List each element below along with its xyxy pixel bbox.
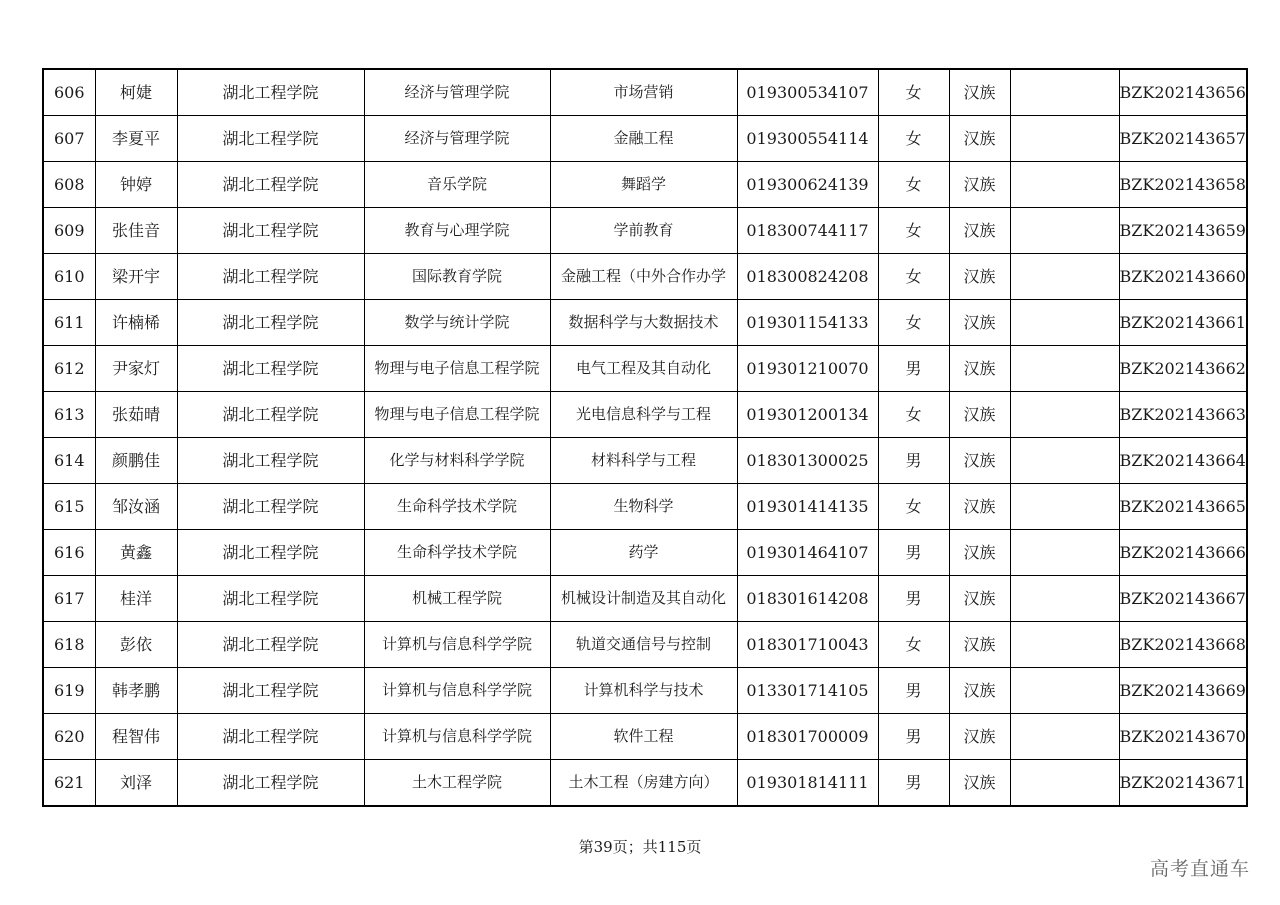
major-cell: 软件工程 <box>550 714 737 760</box>
seq-cell: 614 <box>43 438 95 484</box>
school-cell: 国际教育学院 <box>364 254 550 300</box>
table-row <box>43 622 1247 668</box>
seq-cell: 608 <box>43 162 95 208</box>
university-cell: 湖北工程学院 <box>177 760 364 807</box>
note-cell <box>1010 760 1119 807</box>
seq-cell: 609 <box>43 208 95 254</box>
table-row <box>43 576 1247 622</box>
ethnicity-cell: 汉族 <box>949 254 1010 300</box>
ethnicity-cell: 汉族 <box>949 162 1010 208</box>
name-cell: 黄鑫 <box>95 530 177 576</box>
seq-cell: 611 <box>43 300 95 346</box>
code-cell: BZK202143659 <box>1119 208 1247 254</box>
note-cell <box>1010 116 1119 162</box>
table-row <box>43 714 1247 760</box>
major-cell: 舞蹈学 <box>550 162 737 208</box>
school-cell: 经济与管理学院 <box>364 69 550 116</box>
code-cell: BZK202143665 <box>1119 484 1247 530</box>
student-id-cell: 019301814111 <box>737 760 878 807</box>
note-cell <box>1010 484 1119 530</box>
ethnicity-cell: 汉族 <box>949 668 1010 714</box>
gender-cell: 女 <box>878 392 949 438</box>
student-id-cell: 013301714105 <box>737 668 878 714</box>
school-cell: 教育与心理学院 <box>364 208 550 254</box>
gender-cell: 男 <box>878 576 949 622</box>
code-cell: BZK202143656 <box>1119 69 1247 116</box>
name-cell: 许楠桸 <box>95 300 177 346</box>
ethnicity-cell: 汉族 <box>949 576 1010 622</box>
university-cell: 湖北工程学院 <box>177 300 364 346</box>
seq-cell: 607 <box>43 116 95 162</box>
seq-cell: 617 <box>43 576 95 622</box>
major-cell: 药学 <box>550 530 737 576</box>
code-cell: BZK202143668 <box>1119 622 1247 668</box>
school-cell: 经济与管理学院 <box>364 116 550 162</box>
major-cell: 金融工程 <box>550 116 737 162</box>
note-cell <box>1010 300 1119 346</box>
school-cell: 土木工程学院 <box>364 760 550 807</box>
university-cell: 湖北工程学院 <box>177 392 364 438</box>
school-cell: 化学与材料科学学院 <box>364 438 550 484</box>
table-row <box>43 254 1247 300</box>
school-cell: 计算机与信息科学学院 <box>364 714 550 760</box>
university-cell: 湖北工程学院 <box>177 438 364 484</box>
name-cell: 李夏平 <box>95 116 177 162</box>
note-cell <box>1010 162 1119 208</box>
ethnicity-cell: 汉族 <box>949 300 1010 346</box>
page-indicator: 第39页；共115页 <box>578 838 702 856</box>
major-cell: 轨道交通信号与控制 <box>550 622 737 668</box>
seq-cell: 616 <box>43 530 95 576</box>
name-cell: 张佳音 <box>95 208 177 254</box>
code-cell: BZK202143664 <box>1119 438 1247 484</box>
seq-cell: 615 <box>43 484 95 530</box>
name-cell: 尹家灯 <box>95 346 177 392</box>
university-cell: 湖北工程学院 <box>177 254 364 300</box>
note-cell <box>1010 668 1119 714</box>
ethnicity-cell: 汉族 <box>949 392 1010 438</box>
gender-cell: 女 <box>878 484 949 530</box>
table-row <box>43 116 1247 162</box>
name-cell: 梁开宇 <box>95 254 177 300</box>
code-cell: BZK202143670 <box>1119 714 1247 760</box>
code-cell: BZK202143660 <box>1119 254 1247 300</box>
seq-cell: 620 <box>43 714 95 760</box>
seq-cell: 621 <box>43 760 95 807</box>
student-id-cell: 018301300025 <box>737 438 878 484</box>
major-cell: 学前教育 <box>550 208 737 254</box>
code-cell: BZK202143663 <box>1119 392 1247 438</box>
table-row <box>43 668 1247 714</box>
name-cell: 刘泽 <box>95 760 177 807</box>
university-cell: 湖北工程学院 <box>177 576 364 622</box>
school-cell: 物理与电子信息工程学院 <box>364 392 550 438</box>
student-id-cell: 019300554114 <box>737 116 878 162</box>
gender-cell: 女 <box>878 208 949 254</box>
student-id-cell: 019301414135 <box>737 484 878 530</box>
major-cell: 市场营销 <box>550 69 737 116</box>
major-cell: 计算机科学与技术 <box>550 668 737 714</box>
gender-cell: 女 <box>878 116 949 162</box>
gender-cell: 女 <box>878 300 949 346</box>
major-cell: 机械设计制造及其自动化 <box>550 576 737 622</box>
ethnicity-cell: 汉族 <box>949 760 1010 807</box>
major-cell: 数据科学与大数据技术 <box>550 300 737 346</box>
ethnicity-cell: 汉族 <box>949 116 1010 162</box>
student-id-cell: 019301210070 <box>737 346 878 392</box>
gender-cell: 女 <box>878 622 949 668</box>
ethnicity-cell: 汉族 <box>949 438 1010 484</box>
ethnicity-cell: 汉族 <box>949 346 1010 392</box>
note-cell <box>1010 622 1119 668</box>
student-id-cell: 019301154133 <box>737 300 878 346</box>
table-row <box>43 760 1247 807</box>
note-cell <box>1010 714 1119 760</box>
table-row <box>43 392 1247 438</box>
school-cell: 生命科学技术学院 <box>364 530 550 576</box>
gender-cell: 男 <box>878 346 949 392</box>
ethnicity-cell: 汉族 <box>949 69 1010 116</box>
university-cell: 湖北工程学院 <box>177 208 364 254</box>
note-cell <box>1010 208 1119 254</box>
table-row <box>43 69 1247 116</box>
note-cell <box>1010 392 1119 438</box>
student-id-cell: 018300824208 <box>737 254 878 300</box>
name-cell: 彭依 <box>95 622 177 668</box>
watermark-logo-text: 高考直通车 <box>1149 858 1250 880</box>
name-cell: 程智伟 <box>95 714 177 760</box>
ethnicity-cell: 汉族 <box>949 622 1010 668</box>
gender-cell: 男 <box>878 714 949 760</box>
major-cell: 土木工程（房建方向） <box>550 760 737 807</box>
note-cell <box>1010 438 1119 484</box>
student-id-cell: 018301700009 <box>737 714 878 760</box>
gender-cell: 男 <box>878 668 949 714</box>
university-cell: 湖北工程学院 <box>177 484 364 530</box>
code-cell: BZK202143667 <box>1119 576 1247 622</box>
school-cell: 音乐学院 <box>364 162 550 208</box>
student-roster-table <box>42 68 1248 807</box>
code-cell: BZK202143671 <box>1119 760 1247 807</box>
school-cell: 生命科学技术学院 <box>364 484 550 530</box>
roster-body <box>43 69 1247 806</box>
university-cell: 湖北工程学院 <box>177 714 364 760</box>
major-cell: 光电信息科学与工程 <box>550 392 737 438</box>
major-cell: 生物科学 <box>550 484 737 530</box>
university-cell: 湖北工程学院 <box>177 69 364 116</box>
name-cell: 柯婕 <box>95 69 177 116</box>
seq-cell: 610 <box>43 254 95 300</box>
school-cell: 计算机与信息科学学院 <box>364 622 550 668</box>
table-row <box>43 438 1247 484</box>
table-row <box>43 300 1247 346</box>
seq-cell: 613 <box>43 392 95 438</box>
name-cell: 桂洋 <box>95 576 177 622</box>
table-row <box>43 208 1247 254</box>
school-cell: 机械工程学院 <box>364 576 550 622</box>
university-cell: 湖北工程学院 <box>177 622 364 668</box>
code-cell: BZK202143666 <box>1119 530 1247 576</box>
name-cell: 钟婷 <box>95 162 177 208</box>
major-cell: 金融工程（中外合作办学 <box>550 254 737 300</box>
university-cell: 湖北工程学院 <box>177 530 364 576</box>
university-cell: 湖北工程学院 <box>177 668 364 714</box>
code-cell: BZK202143669 <box>1119 668 1247 714</box>
code-cell: BZK202143658 <box>1119 162 1247 208</box>
school-cell: 数学与统计学院 <box>364 300 550 346</box>
note-cell <box>1010 254 1119 300</box>
student-id-cell: 018301614208 <box>737 576 878 622</box>
major-cell: 电气工程及其自动化 <box>550 346 737 392</box>
ethnicity-cell: 汉族 <box>949 530 1010 576</box>
note-cell <box>1010 346 1119 392</box>
code-cell: BZK202143662 <box>1119 346 1247 392</box>
gender-cell: 女 <box>878 254 949 300</box>
school-cell: 物理与电子信息工程学院 <box>364 346 550 392</box>
table-row <box>43 530 1247 576</box>
code-cell: BZK202143657 <box>1119 116 1247 162</box>
note-cell <box>1010 530 1119 576</box>
university-cell: 湖北工程学院 <box>177 162 364 208</box>
ethnicity-cell: 汉族 <box>949 484 1010 530</box>
gender-cell: 男 <box>878 530 949 576</box>
ethnicity-cell: 汉族 <box>949 714 1010 760</box>
gender-cell: 女 <box>878 69 949 116</box>
school-cell: 计算机与信息科学学院 <box>364 668 550 714</box>
student-id-cell: 019301200134 <box>737 392 878 438</box>
university-cell: 湖北工程学院 <box>177 346 364 392</box>
seq-cell: 612 <box>43 346 95 392</box>
university-cell: 湖北工程学院 <box>177 116 364 162</box>
name-cell: 张茹晴 <box>95 392 177 438</box>
seq-cell: 606 <box>43 69 95 116</box>
note-cell <box>1010 69 1119 116</box>
major-cell: 材料科学与工程 <box>550 438 737 484</box>
name-cell: 邹汝涵 <box>95 484 177 530</box>
student-id-cell: 019301464107 <box>737 530 878 576</box>
student-id-cell: 018301710043 <box>737 622 878 668</box>
table-row <box>43 346 1247 392</box>
seq-cell: 618 <box>43 622 95 668</box>
note-cell <box>1010 576 1119 622</box>
name-cell: 韩孝鹏 <box>95 668 177 714</box>
seq-cell: 619 <box>43 668 95 714</box>
student-id-cell: 019300534107 <box>737 69 878 116</box>
table-row <box>43 162 1247 208</box>
code-cell: BZK202143661 <box>1119 300 1247 346</box>
name-cell: 颜鹏佳 <box>95 438 177 484</box>
gender-cell: 男 <box>878 760 949 807</box>
student-id-cell: 019300624139 <box>737 162 878 208</box>
table-row <box>43 484 1247 530</box>
ethnicity-cell: 汉族 <box>949 208 1010 254</box>
student-id-cell: 018300744117 <box>737 208 878 254</box>
gender-cell: 女 <box>878 162 949 208</box>
gender-cell: 男 <box>878 438 949 484</box>
